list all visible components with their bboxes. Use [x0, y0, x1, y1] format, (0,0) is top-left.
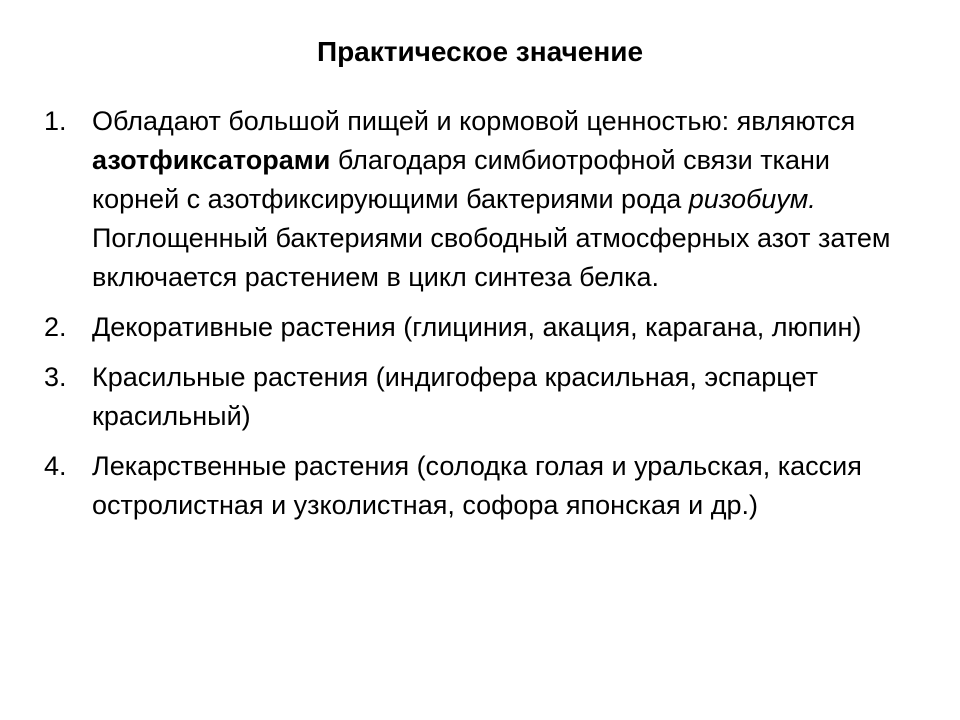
list-item-4 — [44, 447, 924, 525]
item-text: Красильные растения (индигофера красильная, эспарцет красильный) — [92, 362, 818, 431]
item-text: Лекарственные растения (солодка голая и уральская, кассия остролистная и узколистная, софора японская и др.) — [92, 451, 862, 520]
list-item-3 — [44, 358, 924, 436]
slide-title: Практическое значение — [316, 36, 644, 67]
item-text: Декоративные растения (глициния, акация, карагана, люпин) — [92, 312, 862, 342]
list-item-2 — [44, 308, 924, 347]
item-text-part: Поглощенный бактериями свободный атмосферных азот затем включается растением в цикл синтеза белка. — [92, 223, 891, 292]
item-number: 2. — [44, 312, 67, 342]
item-number: 3. — [44, 362, 67, 392]
bold-term: азотфиксаторами — [92, 145, 331, 175]
numbered-list — [44, 102, 924, 536]
item-number: 4. — [44, 451, 67, 481]
list-item-1 — [44, 102, 924, 297]
item-number: 1. — [44, 106, 67, 136]
item-text-part: Обладают большой пищей и кормовой ценностью: являются — [92, 106, 856, 136]
item-text-part: благодаря симбиотрофной связи ткани корней с азотфиксирующими бактериями рода — [92, 145, 830, 214]
italic-term: ризобиум. — [688, 184, 816, 214]
item-text — [92, 106, 890, 292]
